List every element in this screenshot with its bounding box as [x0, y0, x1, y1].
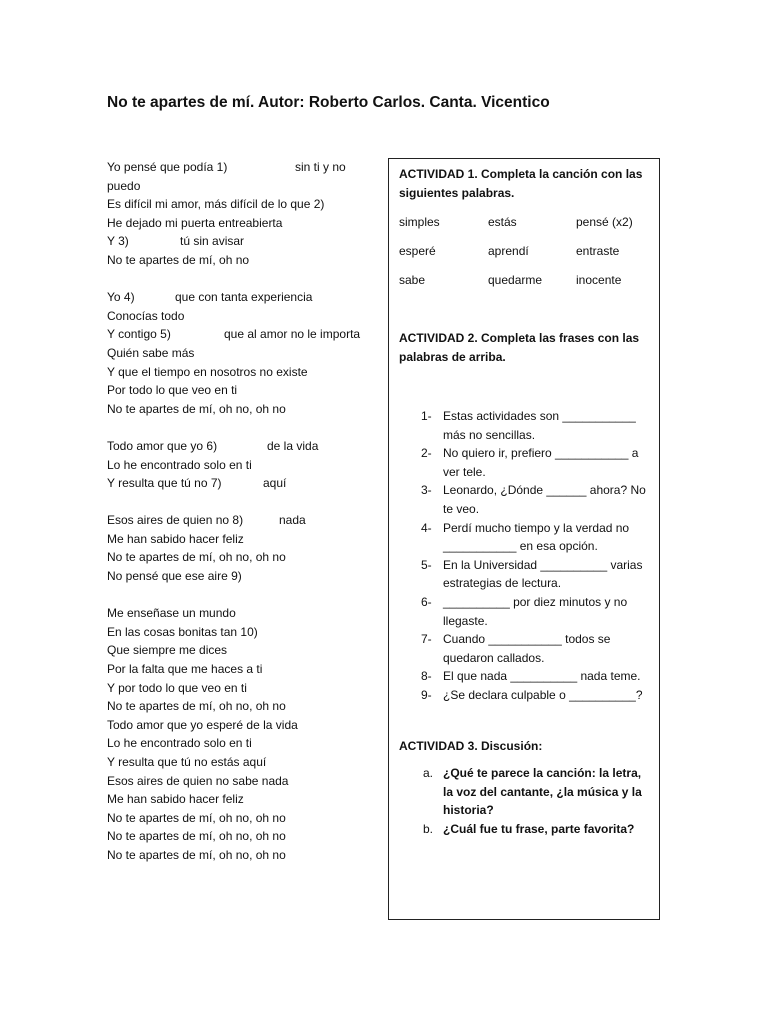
sentence-number: 9- [421, 687, 432, 702]
question-letter: a. [423, 766, 434, 780]
sentence-number: 7- [421, 632, 432, 647]
lyric-line: Por todo lo que veo en ti [107, 383, 238, 398]
sentence-text: Leonardo, ¿Dónde ______ ahora? No te veo. [443, 483, 646, 516]
lyric-text: Todo amor que yo 6) [107, 438, 218, 453]
lyric-line: No te apartes de mí, oh no [107, 252, 250, 267]
sentence-text: ¿Se declara culpable o __________? [443, 687, 643, 702]
activity-3-title: ACTIVIDAD 3. Discusión: [399, 739, 543, 753]
sentence-text: Estas actividades son ___________ más no sencillas. [443, 409, 636, 442]
lyric-line [107, 437, 377, 456]
sentence-number: 4- [421, 520, 432, 535]
question-letter: b. [423, 821, 434, 836]
sentence-text: __________ por diez minutos y no llegaste. [443, 594, 628, 628]
lyric-text: sin ti y no [295, 160, 346, 174]
sentence-number: 2- [421, 446, 432, 461]
lyric-text: Y resulta que tú no 7) [107, 476, 222, 491]
lyric-line: Conocías todo [107, 308, 185, 323]
lyric-line: Y resulta que tú no estás aquí [107, 755, 267, 769]
sentence-item [399, 630, 651, 667]
sentence-number: 1- [421, 409, 432, 423]
sentence-number: 5- [421, 557, 432, 572]
word-bank-word: esperé [399, 244, 436, 258]
lyric-line: He dejado mi puerta entreabierta [107, 215, 283, 230]
lyric-line: Lo he encontrado solo en ti [107, 457, 252, 472]
lyric-line [107, 288, 377, 307]
lyric-text: Yo 4) [107, 290, 135, 305]
word-bank [399, 213, 654, 300]
sentence-item [399, 444, 651, 481]
lyric-line: Me han sabido hacer feliz [107, 531, 244, 546]
lyric-line: Y por todo lo que veo en ti [107, 680, 247, 695]
lyric-line: No te apartes de mí, oh no, oh no [107, 847, 286, 862]
lyric-line: No te apartes de mí, oh no, oh no [107, 829, 286, 844]
sentence-item [399, 556, 651, 593]
word-bank-word: inocente [576, 273, 622, 287]
activity-2-title: ACTIVIDAD 2. Completa las frases con las palabras de arriba. [399, 331, 640, 364]
word-bank-word: estás [488, 215, 517, 229]
sentence-text: Cuando ___________ todos se quedaron callados. [443, 632, 611, 665]
lyric-line: Que siempre me dices [107, 643, 228, 658]
lyric-line: Por la falta que me haces a ti [107, 662, 263, 677]
discussion-list [399, 764, 651, 838]
lyric-line: No te apartes de mí, oh no, oh no [107, 699, 286, 714]
lyric-line: No te apartes de mí, oh no, oh no [107, 401, 286, 416]
discussion-question [399, 764, 651, 820]
sentence-item [399, 519, 651, 556]
sentence-number: 6- [421, 594, 432, 609]
lyric-text: Y 3) [107, 234, 129, 249]
discussion-question [399, 820, 651, 839]
word-bank-word: quedarme [488, 273, 543, 287]
lyric-line [107, 325, 377, 344]
sentence-text: No quiero ir, prefiero ___________ a ver tele. [443, 446, 639, 479]
lyric-text: Yo pensé que podía 1) [107, 160, 228, 174]
word-bank-row [399, 271, 654, 300]
lyric-line: Me enseñase un mundo [107, 606, 236, 621]
lyric-line: Es difícil mi amor, más difícil de lo que 2) [107, 197, 325, 212]
sentence-list [399, 407, 651, 705]
lyric-text: Esos aires de quien no 8) [107, 513, 244, 528]
word-bank-word: pensé (x2) [576, 215, 633, 229]
lyric-line: No pensé que ese aire 9) [107, 569, 242, 584]
activity-box [388, 158, 660, 920]
lyric-line: No te apartes de mí, oh no, oh no [107, 550, 286, 565]
lyric-text: de la vida [267, 438, 319, 453]
sentence-text: En la Universidad __________ varias estrategias de lectura. [443, 557, 643, 591]
sentence-item [399, 593, 651, 630]
word-bank-word: entraste [576, 244, 620, 258]
word-bank-word: sabe [399, 273, 426, 287]
page-title: No te apartes de mí. Autor: Roberto Carlos. Canta. Vicentico [107, 94, 550, 111]
song-lyrics [107, 158, 377, 865]
lyric-line: En las cosas bonitas tan 10) [107, 624, 258, 639]
word-bank-row [399, 242, 654, 271]
sentence-text: El que nada __________ nada teme. [443, 669, 641, 684]
word-bank-word: aprendí [488, 244, 529, 258]
sentence-number: 8- [421, 669, 432, 684]
lyric-line: Me han sabido hacer feliz [107, 792, 244, 807]
lyric-text: nada [279, 513, 306, 528]
question-text: ¿Cuál fue tu frase, parte favorita? [443, 821, 635, 836]
lyric-text: aquí [263, 476, 287, 491]
lyric-line: Quién sabe más [107, 345, 195, 360]
lyric-line: Lo he encontrado solo en ti [107, 736, 252, 751]
lyric-line: Esos aires de quien no sabe nada [107, 773, 289, 788]
lyric-line [107, 232, 377, 251]
lyric-text: que con tanta experiencia [175, 290, 313, 305]
sentence-item [399, 667, 651, 686]
lyric-line [107, 474, 377, 493]
lyric-line: Todo amor que yo esperé de la vida [107, 717, 298, 732]
lyric-text: que al amor no le importa [224, 327, 361, 342]
sentence-text: Perdí mucho tiempo y la verdad no ___________ en esa opción. [443, 520, 630, 554]
lyric-line: puedo [107, 178, 141, 193]
lyric-line: Y que el tiempo en nosotros no existe [107, 364, 308, 379]
sentence-item [399, 686, 651, 705]
activity-1-title: ACTIVIDAD 1. Completa la canción con las siguientes palabras. [399, 167, 643, 200]
lyric-text: tú sin avisar [180, 234, 245, 249]
sentence-item [399, 407, 651, 444]
lyric-line: No te apartes de mí, oh no, oh no [107, 810, 286, 825]
sentence-item [399, 481, 651, 518]
sentence-number: 3- [421, 483, 432, 498]
lyric-line [107, 511, 377, 530]
word-bank-row [399, 213, 654, 242]
lyric-text: Y contigo 5) [107, 327, 171, 342]
question-text: ¿Qué te parece la canción: la letra, la voz del cantante, ¿la música y la historia? [443, 766, 642, 818]
lyric-line [107, 158, 377, 177]
word-bank-word: simples [399, 215, 440, 229]
